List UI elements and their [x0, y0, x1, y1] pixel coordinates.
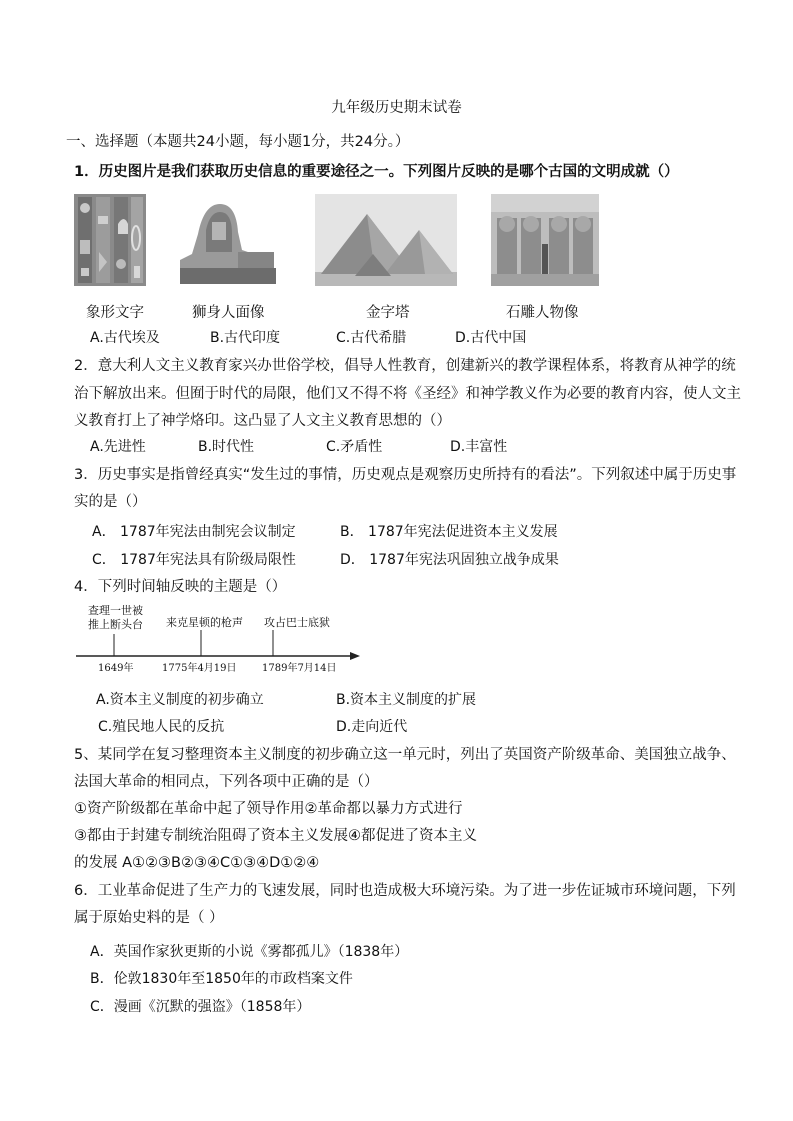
question-5-line-4: ③都由于封建专制统治阻碍了资本主义发展④都促进了资本主义 [74, 828, 477, 844]
q2-option-b[interactable]: B.时代性 [198, 439, 255, 455]
exam-title: 九年级历史期末试卷 [331, 100, 462, 116]
hieroglyph-image [74, 194, 146, 286]
question-4-stem: 4．下列时间轴反映的主题是（） [74, 579, 287, 595]
question-3-line-1: 3．历史事实是指曾经真实“发生过的事情，历史观点是观察历史所持有的看法”。下列叙述中属于历史事 [74, 467, 737, 483]
question-5-line-3: ①资产阶级都在革命中起了领导作用②革命都以暴力方式进行 [74, 801, 463, 817]
question-2-line-1: 2．意大利人文主义教育家兴办世俗学校，倡导人性教育，创建新兴的教学课程体系，将教育从神学的统 [74, 358, 736, 374]
caption-hieroglyph: 象形文字 [86, 305, 144, 321]
caption-pyramid: 金字塔 [366, 305, 410, 321]
timeline-event-1-label-2: 推上断头台 [88, 618, 143, 631]
question-6-line-2: 属于原始史料的是（ ） [74, 910, 224, 926]
timeline [74, 604, 364, 684]
question-5-line-2: 法国大革命的相同点，下列各项中正确的是（） [74, 774, 379, 790]
q3-option-b[interactable]: B． 1787年宪法促进资本主义发展 [340, 524, 558, 540]
q3-option-d[interactable]: D． 1787年宪法巩固独立战争成果 [340, 552, 559, 568]
timeline-date-1789: 1789年7月14日 [262, 663, 337, 674]
pyramids-image [315, 194, 457, 286]
q6-option-a[interactable]: A．英国作家狄更斯的小说《雾都孤儿》（1838年） [90, 944, 409, 960]
question-2-line-2: 治下解放出来。但囿于时代的局限，他们又不得不将《圣经》和神学教义作为必要的教育内容，使人文主 [74, 386, 741, 402]
q4-option-b[interactable]: B.资本主义制度的扩展 [336, 692, 477, 708]
caption-sphinx: 狮身人面像 [192, 305, 265, 321]
question-2-line-3: 义教育打上了神学烙印。这凸显了人文主义教育思想的（） [74, 413, 451, 429]
timeline-date-1649: 1649年 [98, 663, 134, 674]
section-heading: 一、选择题（本题共24小题，每小题1分，共24分。） [66, 134, 410, 150]
caption-statues: 石雕人物像 [506, 305, 579, 321]
question-1-stem: 1．历史图片是我们获取历史信息的重要途径之一。下列图片反映的是哪个古国的文明成就（） [74, 164, 679, 180]
question-5-line-1: 5、某同学在复习整理资本主义制度的初步确立这一单元时，列出了英国资产阶级革命、美国独立战争、 [74, 747, 736, 763]
q2-option-a[interactable]: A.先进性 [90, 439, 146, 455]
q6-option-b[interactable]: B．伦敦1830年至1850年的市政档案文件 [90, 971, 353, 987]
q1-option-c[interactable]: C.古代希腊 [336, 330, 407, 346]
question-6-line-1: 6．工业革命促进了生产力的飞速发展，同时也造成极大环境污染。为了进一步佐证城市环境问题，下列 [74, 883, 736, 899]
q3-option-a[interactable]: A． 1787年宪法由制宪会议制定 [92, 524, 296, 540]
question-5-line-5[interactable]: 的发展 A①②③B②③④C①③④D①②④ [74, 855, 320, 871]
q1-option-d[interactable]: D.古代中国 [455, 330, 527, 346]
timeline-arrow [350, 652, 360, 660]
stone-statues-image [491, 194, 599, 286]
sphinx-image [178, 194, 278, 286]
q4-option-c[interactable]: C.殖民地人民的反抗 [98, 719, 225, 735]
q2-option-c[interactable]: C.矛盾性 [326, 439, 383, 455]
q1-option-a[interactable]: A.古代埃及 [90, 330, 160, 346]
timeline-date-1775: 1775年4月19日 [162, 663, 237, 674]
q4-option-d[interactable]: D.走向近代 [336, 719, 408, 735]
q2-option-d[interactable]: D.丰富性 [450, 439, 508, 455]
q1-option-b[interactable]: B.古代印度 [210, 330, 281, 346]
question-3-line-2: 实的是（） [74, 494, 147, 510]
timeline-event-2-label: 来克星顿的枪声 [166, 616, 243, 629]
q6-option-c[interactable]: C．漫画《沉默的强盗》（1858年） [90, 999, 311, 1015]
timeline-event-1-label-1: 查理一世被 [88, 604, 143, 617]
timeline-event-3-label: 攻占巴士底狱 [264, 616, 330, 629]
q3-option-c[interactable]: C． 1787年宪法具有阶级局限性 [92, 552, 296, 568]
q4-option-a[interactable]: A.资本主义制度的初步确立 [96, 692, 264, 708]
